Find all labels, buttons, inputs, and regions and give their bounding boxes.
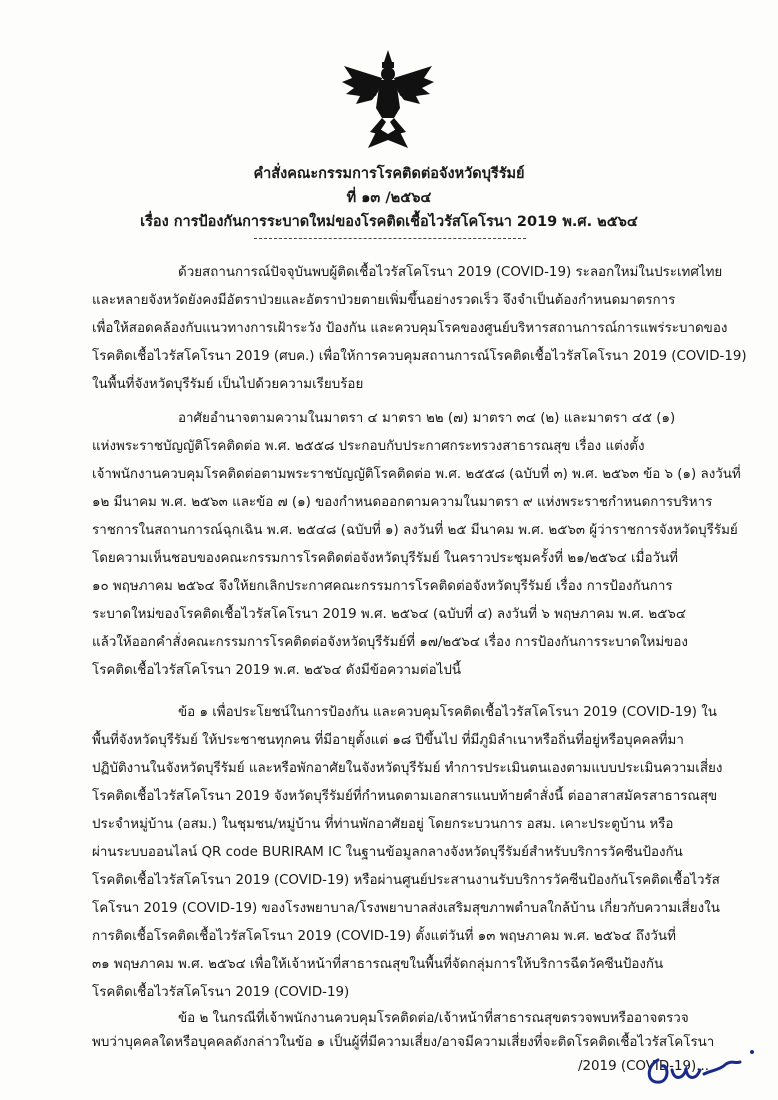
body-line: พื้นที่จังหวัดบุรีรัมย์ ให้ประชาชนทุกคน ที่มีอายุตั้งแต่ ๑๘ ปีขึ้นไป ที่มีภูมิลำเนาหรือถิ่นที่อยู่หรือบุคคลที่มา — [92, 733, 684, 748]
body-line: โรคติดเชื้อไวรัสโคโรนา 2019 จังหวัดบุรีรัมย์ที่กำหนดตามเอกสารแนบท้ายคำสั่งนี้ ต่ออาสาสมัครสาธารณสุข — [92, 789, 718, 804]
body-line: ๑๒ มีนาคม พ.ศ. ๒๕๖๓ และข้อ ๗ (๑) ของกำหนดออกตามความในมาตรา ๙ แห่งพระราชกำหนดการบริหาร — [92, 495, 713, 510]
body-line: และหลายจังหวัดยังคงมีอัตราป่วยและอัตราป่วยตายเพิ่มขึ้นอย่างรวดเร็ว จึงจำเป็นต้องกำหนดมาตรการ — [92, 293, 676, 308]
body-line: แห่งพระราชบัญญัติโรคติดต่อ พ.ศ. ๒๕๕๘ ประกอบกับประกาศกระทรวงสาธารณสุข เรื่อง แต่งตั้ง — [92, 439, 645, 454]
body-line: ในพื้นที่จังหวัดบุรีรัมย์ เป็นไปด้วยความเรียบร้อย — [92, 377, 364, 392]
body-line: พบว่าบุคคลใดหรือบุคคลดังกล่าวในข้อ ๑ เป็นผู้ที่มีความเสี่ยง/อาจมีความเสี่ยงที่จะติดโรคติดเชื้อไวรัสโคโรนา — [92, 1035, 715, 1050]
body-line: แล้วให้ออกคำสั่งคณะกรรมการโรคติดต่อจังหวัดบุรีรัมย์ที่ ๑๗/๒๕๖๔ เรื่อง การป้องกันการระบาดใหม่ของ — [92, 635, 688, 650]
body-line: เพื่อให้สอดคล้องกับแนวทางการเฝ้าระวัง ป้องกัน และควบคุมโรคของศูนย์บริหารสถานการณ์การแพร่ระบาดของ — [92, 321, 728, 336]
order-number: ที่ ๑๓ /๒๕๖๔ — [346, 190, 432, 206]
handwritten-initials-icon — [640, 1040, 760, 1090]
body-line: ๑๐ พฤษภาคม ๒๕๖๔ จึงให้ยกเลิกประกาศคณะกรรมการโรคติดต่อจังหวัดบุรีรัมย์ เรื่อง การป้องกันการ — [92, 579, 673, 594]
body-line: ปฏิบัติงานในจังหวัดบุรีรัมย์ และหรือพักอาศัยในจังหวัดบุรีรัมย์ ทำการประเมินตนเองตามแบบประเมินความเสี่ยง — [92, 761, 723, 776]
body-line: โดยความเห็นชอบของคณะกรรมการโรคติดต่อจังหวัดบุรีรัมย์ ในคราวประชุมครั้งที่ ๒๑/๒๕๖๔ เมื่อวันที่ — [92, 551, 678, 566]
body-line: โคโรนา 2019 (COVID-19) ของโรงพยาบาล/โรงพยาบาลส่งเสริมสุขภาพตำบลใกล้บ้าน เกี่ยวกับความเสี่ยงใน — [92, 901, 720, 916]
body-line: ระบาดใหม่ของโรคติดเชื้อไวรัสโคโรนา 2019 พ.ศ. ๒๕๖๔ (ฉบับที่ ๔) ลงวันที่ ๖ พฤษภาคม พ.ศ. ๒๕๖๔ — [92, 607, 686, 622]
issuing-authority: คำสั่งคณะกรรมการโรคติดต่อจังหวัดบุรีรัมย์ — [253, 166, 525, 182]
body-line: ผ่านระบบออนไลน์ QR code BURIRAM IC ในฐานข้อมูลกลางจังหวัดบุรีรัมย์สำหรับบริการวัคซีนป้องกัน — [92, 845, 683, 860]
body-line: โรคติดเชื้อไวรัสโคโรนา 2019 (COVID-19) — [92, 985, 350, 1000]
body-line: โรคติดเชื้อไวรัสโคโรนา 2019 พ.ศ. ๒๕๖๔ ดังมีข้อความต่อไปนี้ — [92, 663, 462, 678]
title-divider — [254, 238, 526, 239]
order-subject: เรื่อง การป้องกันการระบาดใหม่ของโรคติดเชื้อไวรัสโคโรนา 2019 พ.ศ. ๒๕๖๔ — [140, 214, 638, 230]
body-line: ประจำหมู่บ้าน (อสม.) ในชุมชน/หมู่บ้าน ที่ท่านพักอาศัยอยู่ โดยกระบวนการ อสม. เคาะประตูบ้าน หรือ — [92, 817, 674, 832]
body-line: ข้อ ๑ เพื่อประโยชน์ในการป้องกัน และควบคุมโรคติดเชื้อไวรัสโคโรนา 2019 (COVID-19) ใน — [178, 705, 717, 720]
body-line: การติดเชื้อโรคติดเชื้อไวรัสโคโรนา 2019 (COVID-19) ตั้งแต่วันที่ ๑๓ พฤษภาคม พ.ศ. ๒๕๖๔ ถึงวันที่ — [92, 929, 676, 944]
body-line: ข้อ ๒ ในกรณีที่เจ้าพนักงานควบคุมโรคติดต่อ/เจ้าหน้าที่สาธารณสุขตรวจพบหรืออาจตรวจ — [178, 1011, 689, 1026]
body-line: อาศัยอำนาจตามความในมาตรา ๔ มาตรา ๒๒ (๗) มาตรา ๓๔ (๒) และมาตรา ๔๕ (๑) — [178, 411, 676, 426]
body-line: โรคติดเชื้อไวรัสโคโรนา 2019 (ศบค.) เพื่อให้การควบคุมสถานการณ์โรคติดเชื้อไวรัสโคโรนา 2019 (COVID-19) — [92, 349, 747, 364]
body-line: ๓๑ พฤษภาคม พ.ศ. ๒๕๖๔ เพื่อให้เจ้าหน้าที่สาธารณสุขในพื้นที่จัดกลุ่มการให้บริการฉีดวัคซีนป้องกัน — [92, 957, 664, 972]
garuda-emblem-icon — [338, 48, 438, 150]
body-line: เจ้าพนักงานควบคุมโรคติดต่อตามพระราชบัญญัติโรคติดต่อ พ.ศ. ๒๕๕๘ (ฉบับที่ ๓) พ.ศ. ๒๕๖๓ ข้อ ๖ (๑) ลงวันที่ — [92, 467, 741, 482]
body-line: โรคติดเชื้อไวรัสโคโรนา 2019 (COVID-19) หรือผ่านศูนย์ประสานงานรับบริการวัคซีนป้องกันโรคติดเชื้อไวรัส — [92, 873, 720, 888]
continuation-marker: /2019 (COVID-19)... — [578, 1059, 710, 1074]
body-line: ด้วยสถานการณ์ปัจจุบันพบผู้ติดเชื้อไวรัสโคโรนา 2019 (COVID-19) ระลอกใหม่ในประเทศไทย — [178, 265, 723, 280]
body-line: ราชการในสถานการณ์ฉุกเฉิน พ.ศ. ๒๕๔๘ (ฉบับที่ ๑) ลงวันที่ ๒๕ มีนาคม พ.ศ. ๒๕๖๓ ผู้ว่าราชการจังหวัดบุรีรัมย์ — [92, 523, 738, 538]
